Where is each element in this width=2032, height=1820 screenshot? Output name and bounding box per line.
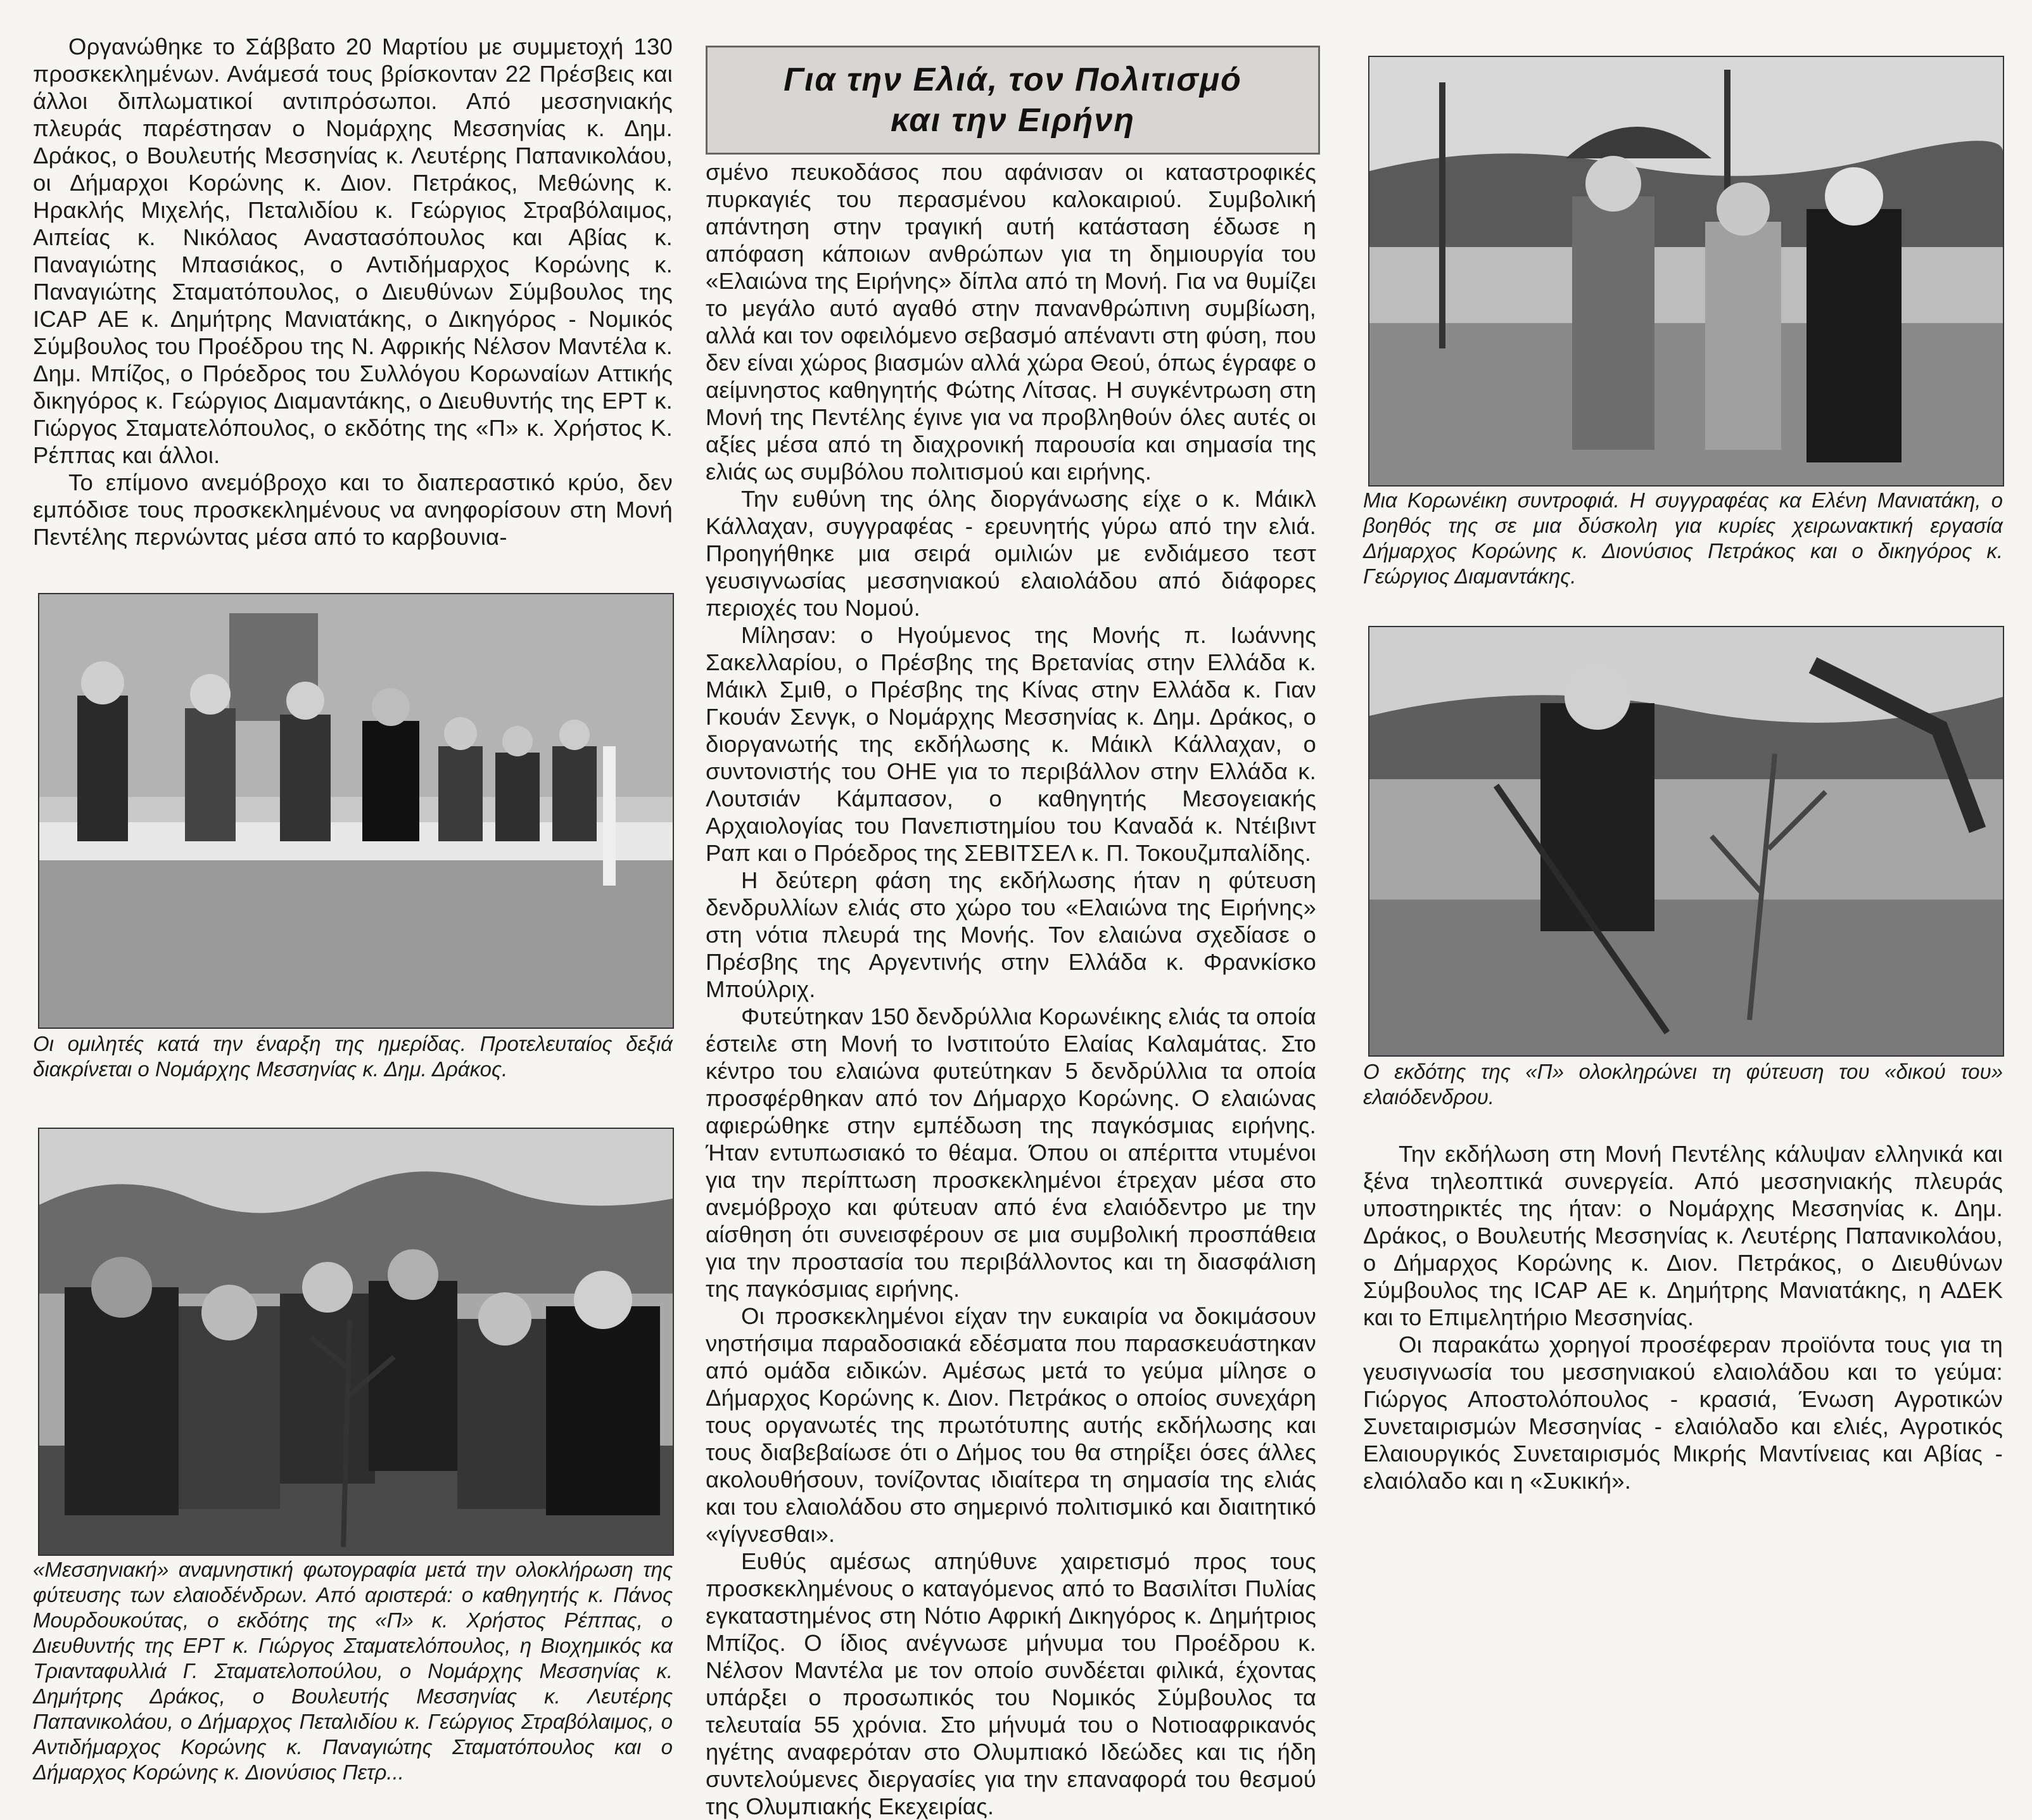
column-3-caption-2-wrap — [1363, 1059, 2003, 1110]
group-photo-caption: «Μεσσηνιακή» αναμνηστική φωτογραφία μετά την ολοκλήρωση της φύτευσης των ελαιοδένδρων. Από αριστερά: ο καθηγητής κ. Πάνος Μουρδουκούτας, ο εκδότης της «Π» κ. Χρήστος Ρέππας, ο Διευθυντής της ΕΡΤ κ. Γιώργος Σταματελόπουλος, η Βιοχημικός κα Τριανταφυλλιά Γ. Σταματελοπούλου, ο Νομάρχης Μεσσηνίας κ. Δημήτρης Δράκος, ο Βουλευτής Μεσσηνίας κ. Λευτέρης Παπανικολάου, ο Δήμαρχος Πεταλιδίου κ. Γεώργιος Στραβόλαιμος, ο Αντιδήμαρχος Κορώνης κ. Παναγιώτης Σταματόπουλος και ο Δήμαρχος Κορώνης κ. Διονύσιος Πετρ... — [33, 1558, 673, 1784]
umbrella-photo-caption: Μια Κορωνέικη συντροφιά. Η συγγραφέας κα Ελένη Μανιατάκη, ο βοηθός της σε μια δύσκολη για κυρίες χειρωνακτική εργασία Δήμαρχος Κορώνης κ. Διονύσιος Πετράκος και ο δικηγόρος κ. Γεώργιος Διαμαντάκης. — [1363, 488, 2003, 588]
col3-paragraph-2: Οι παρακάτω χορηγοί προσέφεραν προϊόντα τους για τη γευσιγνωσία του μεσσηνιακού ελαιολάδου και το γεύμα: Γιώργος Αποστολόπουλος - κρασιά, Ένωση Αγροτικών Συνεταιρισμών Μεσσηνίας - ελαιόλαδο και ελιές, Αγροτικός Ελαιουργικός Συνεταιρισμός Μικρής Μαντίνειας και Αβίας - ελαιόλαδο και η «Συκική». — [1363, 1332, 2003, 1494]
col2-paragraph-7: Ευθύς αμέσως απηύθυνε χαιρετισμό προς τους προσκεκλημένους ο καταγόμενος από το Βασιλίτσι Πυλίας εγκαταστημένος στη Νότιο Αφρική Δικηγόρος κ. Δημήτριος Μπίζος. Ο ίδιος ανέγνωσε μήνυμα του Προέδρου κ. Νέλσον Μαντέλα με τον οποίο συνδέεται φιλικά, έχοντας υπάρξει ο προσωπικός του Νομικός Σύμβουλος τα τελευταία 55 χρόνια. Στο μήνυμά του ο Νοτιοαφρικανός ηγέτης αναφερόταν στο Ολυμπιακό Ιδεώδες και τις ήδη συντελούμενες διεργασίες για την επαναφορά του θεσμού της Ολυμπιακής Εκεχειρίας. — [706, 1548, 1316, 1819]
column-1-caption-1-wrap — [33, 1031, 673, 1082]
planting-photo — [1368, 626, 2004, 1057]
planting-photo-caption: Ο εκδότης της «Π» ολοκληρώνει τη φύτευση του «δικού του» ελαιόδενδρου. — [1363, 1060, 2003, 1109]
article-title-box — [706, 46, 1320, 155]
speakers-photo-caption: Οι ομιλητές κατά την έναρξη της ημερίδας. Προτελευταίος δεξιά διακρίνεται ο Νομάρχης Μεσσηνίας κ. Δημ. Δράκος. — [33, 1032, 673, 1081]
col2-paragraph-2: Την ευθύνη της όλης διοργάνωσης είχε ο κ. Μάικλ Κάλλαχαν, συγγραφέας - ερευνητής γύρω από την ελιά. Προηγήθηκε μια σειρά ομιλιών με ενδιάμεσο τεστ γευσιγνωσίας μεσσηνιακού ελαιολάδου από διάφορες περιοχές του Νομού. — [706, 486, 1316, 621]
col2-paragraph-6: Οι προσκεκλημένοι είχαν την ευκαιρία να δοκιμάσουν νηστήσιμα παραδοσιακά εδέσματα που παρασκευάστηκαν από ομάδα ειδικών. Αμέσως μετά το γεύμα μίλησε ο Δήμαρχος Κορώνης κ. Διον. Πετράκος ο οποίος συνεχάρη τους οργανωτές της πρωτότυπης αυτής εκδήλωσης και τους διαβεβαίωσε ότι ο Δήμος του θα στηρίξει όσες άλλες ακολουθήσουν, τονίζοντας ιδιαίτερα τη σημασία της ελιάς και του ελαιολάδου στο σημερινό πολιτισμικό και διαιτητικό «γίγνεσθαι». — [706, 1303, 1316, 1547]
col3-paragraph-1: Την εκδήλωση στη Μονή Πεντέλης κάλυψαν ελληνικά και ξένα τηλεοπτικά συνεργεία. Από μεσσηνιακής πλευράς υποστηρικτές της ήταν: ο Νομάρχης Μεσσηνίας κ. Δημ. Δράκος, ο Βουλευτής Μεσσηνίας κ. Λευτέρης Παπανικολάου, ο Δήμαρχος Κορώνης κ. Διον. Πετράκος, ο Διευθύνων Σύμβουλος της ICAP AE κ. Δημήτρης Μανιατάκης, η ΑΔΕΚ και το Επιμελητήριο Μεσσηνίας. — [1363, 1141, 2003, 1330]
col2-paragraph-5: Φυτεύτηκαν 150 δενδρύλλια Κορωνέικης ελιάς τα οποία έστειλε στη Μονή το Ινστιτούτο Ελαίας Καλαμάτας. Στο κέντρο του ελαιώνα φυτεύτηκαν 5 δενδρύλλια τα οποία προσφέρθηκαν από τον Δήμαρχο Κορώνης. Ο ελαιώνας αφιερώθηκε στην εμπέδωση της παγκόσμιας ειρήνης. Ήταν εντυπωσιακό το θέαμα. Όπου οι απέριττα ντυμένοι για την περίπτωση προσκεκλημένοι έτρεχαν μέσα στο ανεμόβροχο και φύτευαν από ένα ελαιόδεντρο με την αίσθηση ότι συνεισφέρουν σε μια συμβολική προσπάθεια για την προστασία του περιβάλλοντος και τη διασφάλιση της παγκόσμιας ειρήνης. — [706, 1003, 1316, 1302]
col2-paragraph-4: Η δεύτερη φάση της εκδήλωσης ήταν η φύτευση δενδρυλλίων ελιάς στο χώρο του «Ελαιώνα της Ειρήνης» στη νότια πλευρά της Μονής. Τον ελαιώνα σχεδίασε ο Πρέσβης της Αργεντινής στην Ελλάδα κ. Φρανκίσκο Μπούλριχ. — [706, 867, 1316, 1002]
col2-paragraph-3: Μίλησαν: ο Ηγούμενος της Μονής π. Ιωάννης Σακελλαρίου, ο Πρέσβης της Βρετανίας στην Ελλάδα κ. Μάικλ Σμιθ, ο Πρέσβης της Κίνας στην Ελλάδα κ. Γιαν Γκουάν Σενγκ, ο Νομάρχης Μεσσηνίας κ. Δημ. Δράκος, ο διοργανωτής της εκδήλωσης κ. Μάικλ Κάλλαχαν, ο συντονιστής του ΟΗΕ για το περιβάλλον στην Ελλάδα κ. Λουτσιάν Κάμπασον, ο καθηγητής Μεσογειακής Αρχαιολογίας του Πανεπιστημίου του Καναδά κ. Ντέιβιντ Ραπ και ο Πρόεδρος της ΣΕΒΙΤΣΕΛ κ. Π. Τοκουζμπαλίδης. — [706, 622, 1316, 866]
column-3-caption-1-wrap — [1363, 488, 2003, 589]
article-title-line-2: και την Ειρήνη — [890, 102, 1136, 139]
group-photo — [38, 1128, 674, 1556]
column-2 — [706, 158, 1316, 1819]
speakers-photo — [38, 593, 674, 1029]
col1-paragraph-1: Οργανώθηκε το Σάββατο 20 Μαρτίου με συμμετοχή 130 προσκεκλημένων. Ανάμεσά τους βρίσκονταν 22 Πρέσβεις και άλλοι διπλωματικοί αντιπρόσωποι. Από μεσσηνιακής πλευράς παρέστησαν ο Νομάρχης Μεσσηνίας κ. Δημ. Δράκος, ο Βουλευτής Μεσσηνίας κ. Λευτέρης Παπανικολάου, οι Δήμαρχοι Κορώνης κ. Διον. Πετράκος, Μεθώνης κ. Ηρακλής Μιχελής, Πεταλιδίου κ. Γεώργιος Στραβόλαιμος, Αιπείας κ. Νικόλαος Αναστασόπουλος και Αβίας κ. Παναγιώτης Μπασιάκος, ο Αντιδήμαρχος Κορώνης κ. Παναγιώτης Σταματόπουλος, ο Διευθύνων Σύμβουλος της ICAP AE κ. Δημήτρης Μανιατάκης, ο Δικηγόρος - Νομικός Σύμβουλος του Προέδρου της Ν. Αφρικής Νέλσον Μαντέλα κ. Δημ. Μπίζος, ο Πρόεδρος του Συλλόγου Κορωναίων Αττικής δικηγόρος κ. Γεώργιος Διαμαντάκης, ο Διευθυντής της ΕΡΤ κ. Γιώργος Σταματελόπουλος, ο εκδότης της «Π» κ. Χρήστος Κ. Ρέππας και άλλοι. — [33, 34, 673, 468]
column-1 — [33, 33, 673, 550]
col2-paragraph-1: σμένο πευκοδάσος που αφάνισαν οι καταστροφικές πυρκαγιές του περασμένου καλοκαιριού. Συμβολική απάντηση στην τραγική αυτή κατάσταση έδωσε η απόφαση κάποιων ανθρώπων για τη δημιουργία του «Ελαιώνα της Ειρήνης» δίπλα από τη Μονή. Για να θυμίζει το μεγάλο αυτό αγαθό στην πανανθρώπινη συμβίωση, αλλά και τον οφειλόμενο σεβασμό απέναντι στη φύση, που δεν είναι χώρος βιασμών αλλά χώρα Θεού, όπως έγραφε ο αείμνηστος καθηγητής Φώτης Λίτσας. Η συγκέντρωση στη Μονή της Πεντέλης έγινε για να προβληθούν όλες αυτές οι αξίες μέσα από τη διαχρονική παρουσία και σημασία της ελιάς ως συμβόλου πολιτισμού και ειρήνης. — [706, 159, 1316, 485]
col1-paragraph-2: Το επίμονο ανεμόβροχο και το διαπεραστικό κρύο, δεν εμπόδισε τους προσκεκλημένους να ανηφορίσουν στη Μονή Πεντέλης περνώντας μέσα από το καρβουνια- — [33, 469, 673, 550]
article-title-line-1: Για την Ελιά, τον Πολιτισμό — [784, 61, 1242, 98]
column-1-caption-2-wrap — [33, 1557, 673, 1798]
umbrella-photo — [1368, 56, 2004, 487]
column-3-text — [1363, 1140, 2003, 1494]
